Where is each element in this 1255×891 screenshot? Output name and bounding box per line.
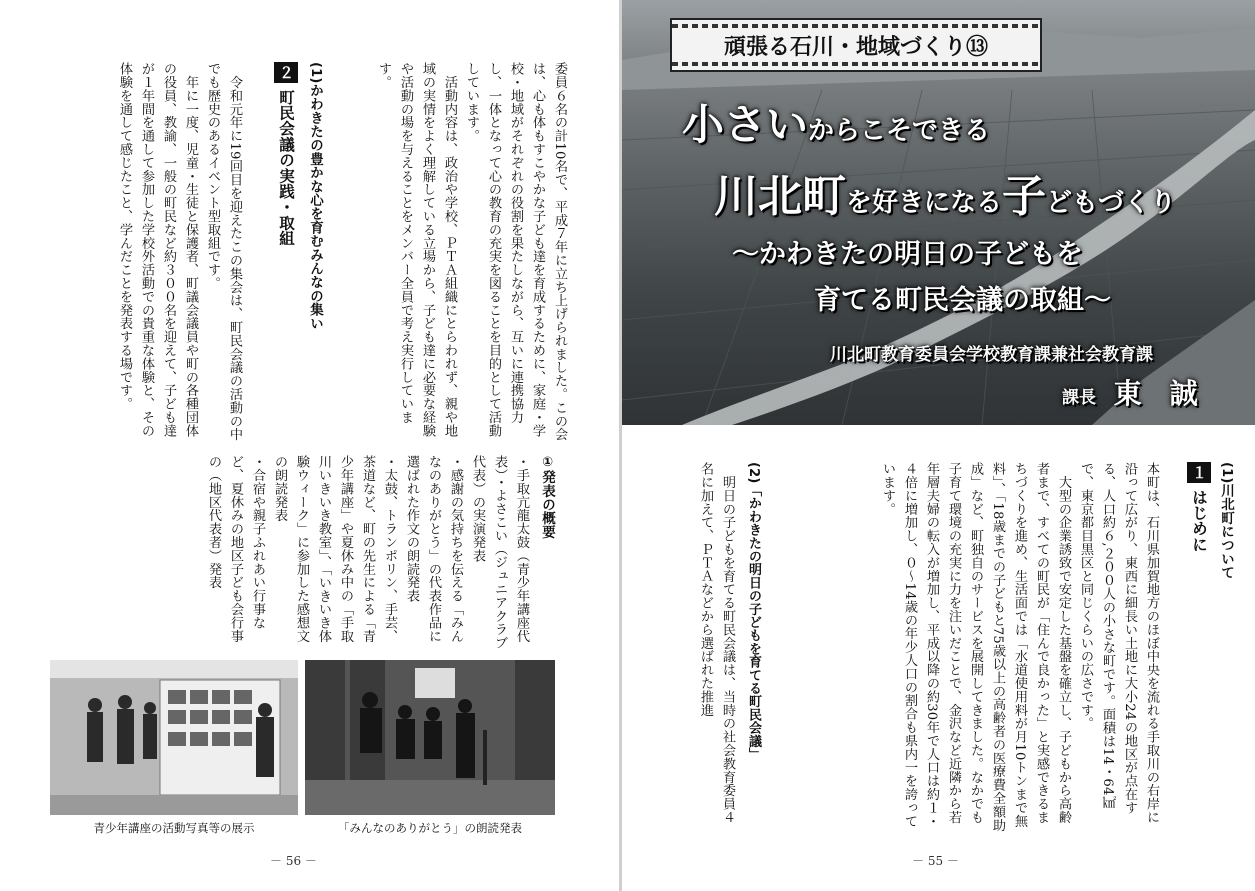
right-page-number: － 55 － [912,854,959,868]
section1-sub1-body: 本町は、石川県加賀地方のほぼ中央を流れる手取川の右岸に沿って広がり、東西に細長い土地に大小24の地区が点在する、人口約６,２００人の小さな町です。面積は14・64㎢で、東京都目黒区と同じくらいの広さです。 大型の企業誘致で安定した基盤を確立し、子どもから高齢者まで、すべての町民が「住んで良かった」と実感できるまちづくりを進め、生活面では「水道使用料が月10トンまで無料」、「18歳までの子どもと75歳以上の高齢者の医療費全額助成」など、町独自のサービスを展開してきました。なかでも子育て環境の充実に力を注いだことで、金沢など近隣から若年層夫婦の転入が増加し、平成以降の約30年で人口は約１・４倍に増加し、０〜14歳の年少人口の割合も県内一を誇っています。 [880,462,1159,832]
subtitle-line-2: 育てる町民会議の取組〜 [814,285,1111,316]
exhibition-photo [50,660,298,815]
section1-sub1-title: 川北町について [1218,483,1234,580]
left-top-text: 委員６名の計10名で、平成７年に立ち上げられました。この会は、心も体もすこやかな子ども達を育成するために、家庭・学校・地域がそれぞれの役割を果たしながら、互いに連携協力し、一体となって心の教育の充実を図ることを目的として活動しています。 活動内容は、政治や学校、ＰＴＡ組織にとらわれず、親や地域の実情をよく理解している立場から、子ども達に必要な経験や活動の場を与えることをメンバー全員で考え実行しています。 [376,62,567,441]
reading-photo [305,660,555,815]
section1-sub2-body: 明日の子どもを育てる町民会議は、当時の社会教育委員４名に加えて、ＰＴＡなどから選ばれた推進 [698,462,735,824]
subtitle-line-1: 〜かわきたの明日の子どもを [732,239,1083,270]
overview-block [206,455,570,655]
right-page [622,0,1255,891]
section1-sub2-num: (2) [746,462,761,484]
overview-body: ・手取亢龍太鼓（青少年講座代表）・よさこい（ジュニアクラブ代表）の実演発表 ・感謝の気持ちを伝える「みんなのありがとう」の代表作品に選ばれた作文の朗読発表 ・太鼓、トランポリン、手芸、茶道など、町の先生による「青少年講座」や夏休み中の「手取川いきいき教室」、「いきいき体験ウィーク」に参加した感想文の朗読発表 ・合宿や親子ふれあい行事など、夏休みの地区子ども会行事の（地区代表者）発表 [206,455,529,650]
title-line-1: 小さいからこそできる [682,100,991,149]
left-page-number: － 56 － [270,854,317,868]
reading-photo-caption: 「みんなのありがとう」の朗読発表 [338,821,522,835]
section2-title: 町民会議の実践・取組 [277,89,295,247]
overview-num: ① [540,455,555,471]
exhibition-photo-caption: 青少年講座の活動写真等の展示 [93,821,255,835]
section1-sub2-title: 「かわきたの明日の子どもを育てる町民会議」 [746,483,761,761]
overview-title: 発表の概要 [539,470,555,539]
section2-sub-num: (1) [308,62,323,84]
section2-body-text: 令和元年に19回目を迎えたこの集会は、町民会議の活動の中でも歴史のあるイベント型取組です。 年に一度、児童・生徒と保護者、町議会議員や町の各種団体の役員、教諭、一般の町民など約３００名を迎えて、子ども達が１年間を通して参加した学校外活動での貴重な体験と、その体験を通して感じたこと、学んだことを発表する場です。 [117,62,242,441]
section1-sub1-num: (1) [1219,462,1234,484]
aerial-photo-hero [622,0,1255,425]
left-page [0,0,620,891]
title-line-2: 川北町を好きになる子どもづくり [714,171,1177,222]
section1-number: １ [1187,462,1211,483]
section2-number: ２ [274,62,298,83]
series-banner [670,18,1042,72]
section2-sub-title: かわきたの豊かな心を育むみんなの集い [307,83,323,331]
section1-heading [1167,462,1234,832]
series-title: 頑張る石川・地域づくり⑬ [723,34,988,60]
author-line: 課長 東 誠 [1062,377,1198,410]
author-org: 川北町教育委員会学校教育課兼社会教育課 [830,345,1153,365]
section1-sub2-block [684,462,764,832]
section1-title: はじめに [1190,489,1208,553]
overview-body-continued [50,455,290,655]
